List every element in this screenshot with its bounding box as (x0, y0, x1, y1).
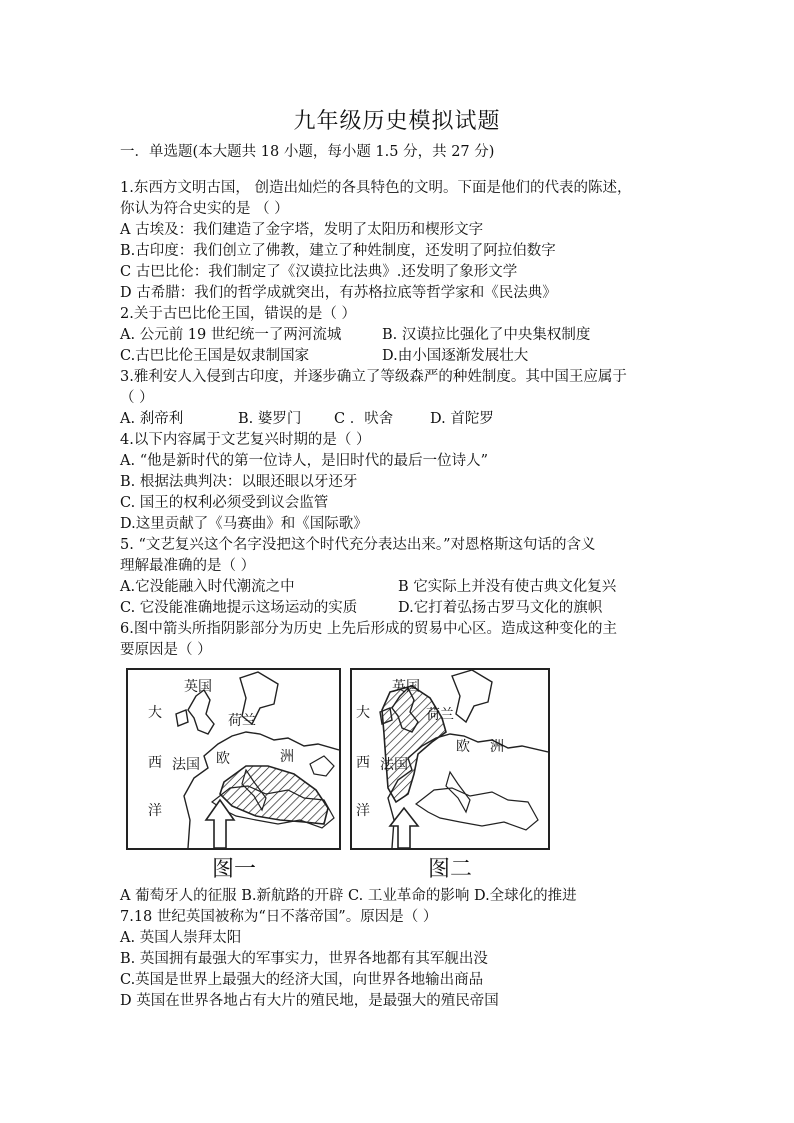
q1-option-a: A 古埃及：我们建造了金字塔，发明了太阳历和楔形文字 (120, 222, 484, 238)
q5-option-b: B 它实际上并没有使古典文化复兴 (398, 579, 617, 595)
q6-stem-line2: 要原因是（ ） (120, 642, 212, 658)
q5-stem-line2: 理解最准确的是（ ） (120, 558, 256, 574)
q7-option-c: C.英国是世界上最强大的经济大国，向世界各地输出商品 (120, 972, 484, 988)
q4-stem: 4.以下内容属于文艺复兴时期的是（ ） (120, 432, 371, 448)
q5-stem-line1: 5. “文艺复兴这个名字没把这个时代充分表达出来。”对恩格斯这句话的含义 (120, 537, 596, 553)
q2-option-b: B. 汉谟拉比强化了中央集权制度 (382, 327, 591, 343)
q3-option-c: C ．吠舍 (334, 411, 394, 427)
q7-option-d: D 英国在世界各地占有大片的殖民地，是最强大的殖民帝国 (120, 993, 499, 1009)
q3-option-b: B. 婆罗门 (238, 411, 302, 427)
q3-option-d: D. 首陀罗 (430, 411, 494, 427)
q5-options-row2 (120, 598, 680, 619)
map2-label-da: 大 (356, 705, 370, 721)
q1-stem-line1: 1.东西方文明古国， 创造出灿烂的各具特色的文明。下面是他们的代表的陈述， (120, 180, 632, 196)
map1-label-da: 大 (148, 705, 162, 721)
map1-label-xi: 西 (148, 755, 162, 771)
q5-option-a: A.它没能融入时代潮流之中 (120, 579, 295, 595)
q4-option-b: B. 根据法典判决：以眼还眼以牙还牙 (120, 474, 358, 490)
q6-options: A 葡萄牙人的征服 B.新航路的开辟 C. 工业革命的影响 D.全球化的推进 (120, 888, 577, 904)
q3-option-a: A. 刹帝利 (120, 411, 184, 427)
page-title: 九年级历史模拟试题 (293, 109, 501, 134)
map1-label-uk: 英国 (184, 679, 212, 695)
map1-label-fr: 法国 (172, 757, 200, 773)
map2-label-uk: 英国 (392, 679, 420, 695)
q2-options-row2 (120, 346, 680, 367)
q3-stem-line2: （ ） (120, 390, 154, 406)
q4-option-a: A. “他是新时代的第一位诗人，是旧时代的最后一位诗人” (120, 453, 489, 469)
map2-label-fr: 法国 (380, 757, 408, 773)
section-heading: 一．单选题(本大题共 18 小题，每小题 1.5 分，共 27 分) (120, 144, 495, 160)
questions-6-7-tail (120, 886, 680, 1012)
q4-option-d: D.这里贡献了《马赛曲》和《国际歌》 (120, 516, 368, 532)
q2-options-row1 (120, 325, 680, 346)
map1-caption: 图一 (212, 857, 257, 882)
q2-option-d: D.由小国逐渐发展壮大 (382, 348, 529, 364)
q1-option-b: B.古印度：我们创立了佛教，建立了种姓制度，还发明了阿拉伯数字 (120, 243, 556, 259)
map2-label-zhou: 洲 (490, 739, 504, 755)
map2-label-yang: 洋 (356, 803, 370, 819)
q1-stem-line2: 你认为符合史实的是 （ ） (120, 201, 289, 217)
map-figure-1 (126, 668, 341, 850)
q7-stem: 7.18 世纪英国被称为“日不落帝国”。原因是（ ） (120, 909, 438, 925)
q5-options-row1 (120, 577, 680, 598)
map2-label-nl: 荷兰 (426, 707, 454, 723)
q3-stem-line1: 3.雅利安人入侵到古印度，并逐步确立了等级森严的种姓制度。其中国王应属于 (120, 369, 627, 385)
q7-option-b: B. 英国拥有最强大的军事实力，世界各地都有其军舰出没 (120, 951, 488, 967)
map2-caption: 图二 (428, 857, 473, 882)
q1-option-d: D 古希腊：我们的哲学成就突出，有苏格拉底等哲学家和《民法典》 (120, 285, 557, 301)
q1-option-c: C 古巴比伦：我们制定了《汉谟拉比法典》.还发明了象形文学 (120, 264, 518, 280)
q2-option-c: C.古巴比伦王国是奴隶制国家 (120, 348, 310, 364)
map2-label-ou: 欧 (456, 739, 470, 755)
map2-label-xi: 西 (356, 755, 370, 771)
q5-option-d: D.它打着弘扬古罗马文化的旗帜 (398, 600, 603, 616)
map1-label-nl: 荷兰 (228, 713, 256, 729)
q7-option-a: A. 英国人崇拜太阳 (120, 930, 242, 946)
q5-option-c: C. 它没能准确地提示这场运动的实质 (120, 600, 358, 616)
q6-maps (120, 668, 552, 882)
q6-stem-line1: 6.图中箭头所指阴影部分为历史 上先后形成的贸易中心区。造成这种变化的主 (120, 621, 617, 637)
q2-option-a: A. 公元前 19 世纪统一了两河流城 (120, 327, 342, 343)
map-figure-2 (350, 668, 550, 850)
q3-options (120, 409, 680, 430)
map1-label-ou: 欧 (216, 751, 230, 767)
q4-option-c: C. 国王的权利必须受到议会监管 (120, 495, 329, 511)
q2-stem: 2.关于古巴比伦王国，错误的是（ ） (120, 306, 356, 322)
map1-label-zhou: 洲 (280, 749, 294, 765)
map1-label-yang: 洋 (148, 803, 162, 819)
questions-1-6 (120, 178, 680, 661)
